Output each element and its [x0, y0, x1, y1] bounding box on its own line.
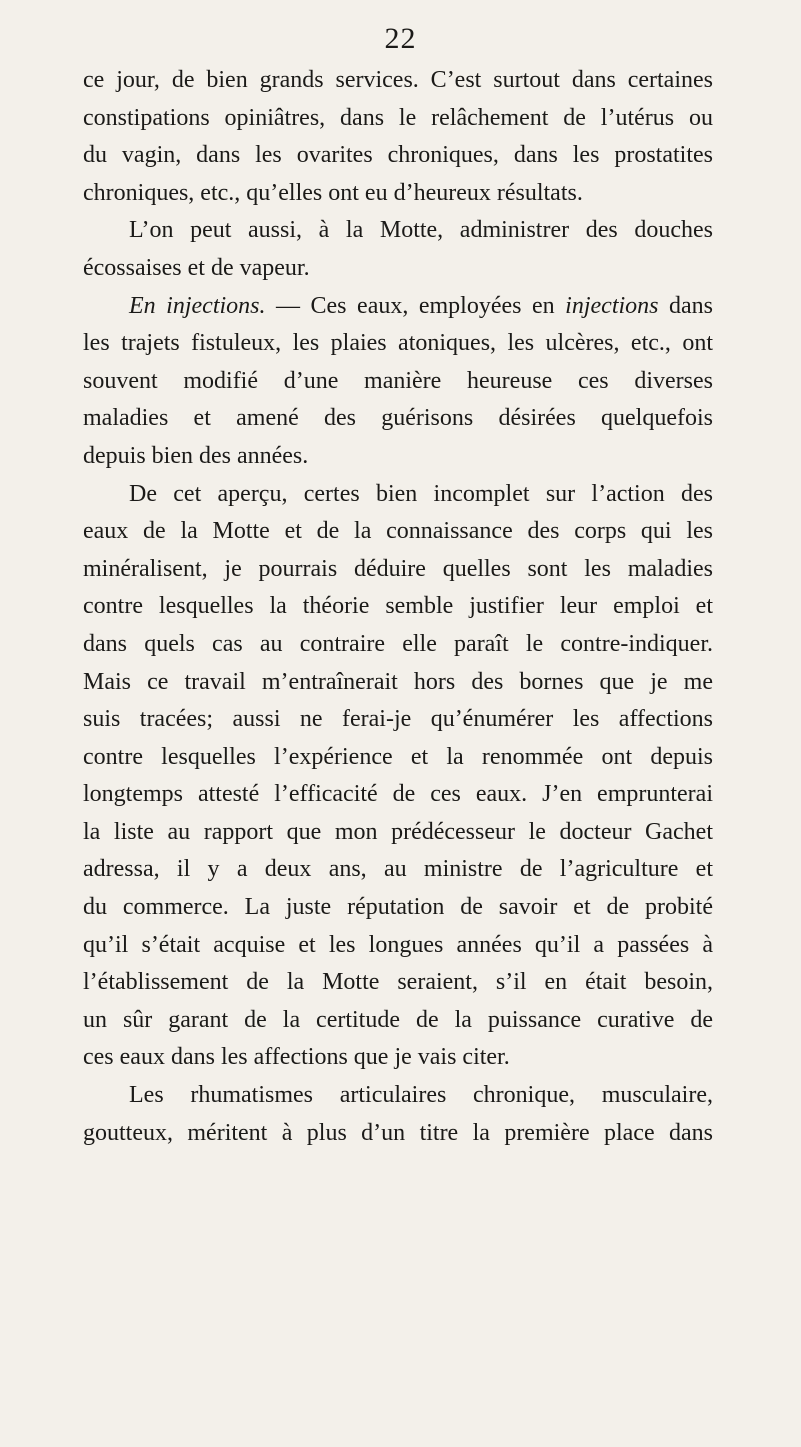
text-line: Mais ce travail m’entraînerait hors des bornes que je me [83, 668, 713, 695]
paragraph-1 [83, 62, 713, 212]
body-text [83, 62, 713, 1152]
text-line: maladies et amené des guérisons désirées quelquefois [83, 405, 713, 432]
text-line: eaux de la Motte et de la connaissance des corps qui les [83, 518, 713, 545]
paragraph-5 [83, 1077, 713, 1152]
text-line: goutteux, méritent à plus d’un titre la première place dans [83, 1119, 713, 1146]
page-number: 22 [384, 22, 417, 55]
section-heading: En injections. [129, 292, 266, 319]
text-line: Les rhumatismes articulaires chronique, musculaire, [129, 1082, 713, 1109]
text-line: écossaises et de vapeur. [83, 254, 310, 281]
text-line [83, 288, 713, 326]
text-line: dans quels cas au contraire elle paraît le contre-indiquer. [83, 630, 713, 657]
text-line: qu’il s’était acquise et les longues années qu’il a passées à [83, 931, 713, 958]
text-line: souvent modifié d’une manière heureuse ces diverses [83, 367, 713, 394]
text-line: contre lesquelles l’expérience et la renommée ont depuis [83, 743, 713, 770]
text-line: minéralisent, je pourrais déduire quelles sont les maladies [83, 555, 713, 582]
text-line: un sûr garant de la certitude de la puissance curative de [83, 1006, 713, 1033]
text-line: du vagin, dans les ovarites chroniques, dans les prostatites [83, 142, 713, 169]
text-line: du commerce. La juste réputation de savoir et de probité [83, 894, 713, 921]
text-line: De cet aperçu, certes bien incomplet sur l’action des [129, 480, 713, 507]
paragraph-2 [83, 212, 713, 287]
text-line: longtemps attesté l’efficacité de ces eaux. J’en emprunterai [83, 781, 713, 808]
text-line: l’établissement de la Motte seraient, s’il en était besoin, [83, 969, 713, 996]
text-line: contre lesquelles la théorie semble justifier leur emploi et [83, 593, 713, 620]
text-line: ces eaux dans les affections que je vais citer. [83, 1044, 510, 1071]
text-line: adressa, il y a deux ans, au ministre de l’agriculture et [83, 856, 713, 883]
text-line: suis tracées; aussi ne ferai-je qu’énumérer les affections [83, 706, 713, 733]
text-line: la liste au rapport que mon prédécesseur le docteur Gachet [83, 818, 713, 845]
text-line: ce jour, de bien grands services. C’est surtout dans certaines [83, 67, 713, 93]
text-fragment: — Ces eaux, employées en [265, 292, 566, 319]
paragraph-4 [83, 476, 713, 1078]
text-line: chroniques, etc., qu’elles ont eu d’heureux résultats. [83, 179, 583, 206]
text-line: L’on peut aussi, à la Motte, administrer des douches [129, 217, 713, 244]
text-fragment: dans [658, 292, 714, 319]
text-line: depuis bien des années. [83, 442, 309, 469]
italic-term: injections [565, 292, 659, 319]
text-line: les trajets fistuleux, les plaies atoniques, les ulcères, etc., ont [83, 330, 713, 357]
paragraph-3 [83, 288, 713, 476]
text-line: constipations opiniâtres, dans le relâchement de l’utérus ou [83, 104, 713, 131]
